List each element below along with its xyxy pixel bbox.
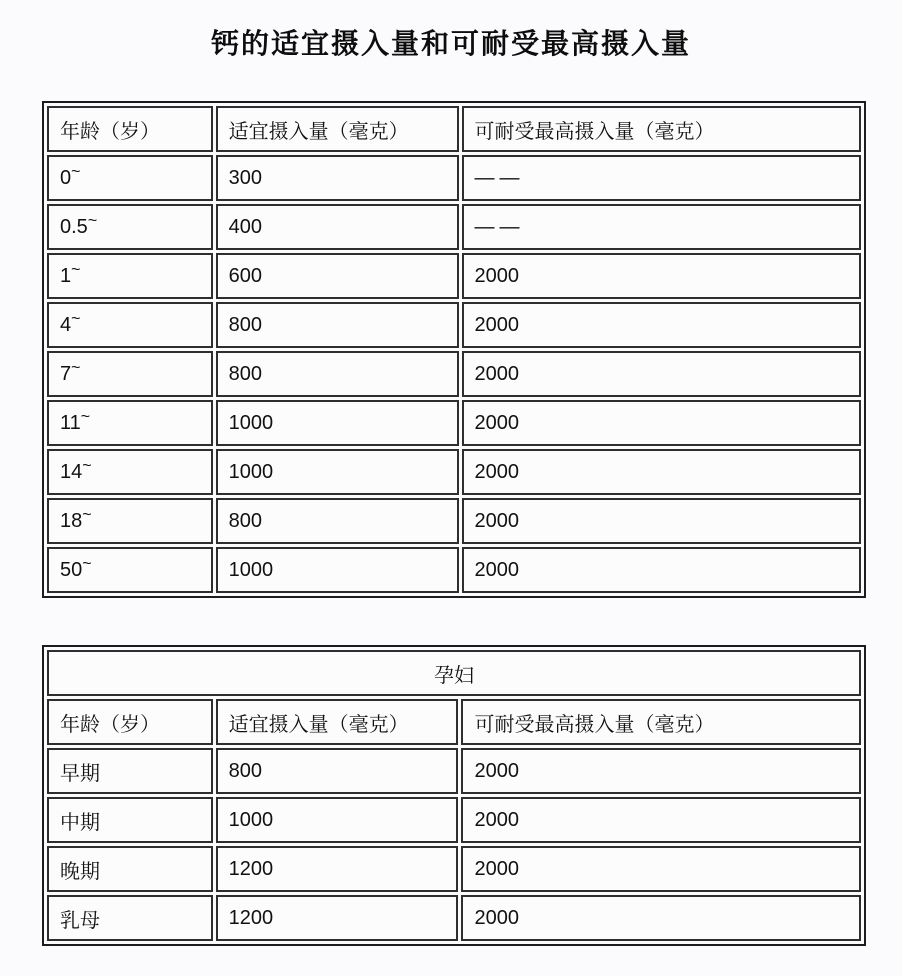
table-row [47, 895, 861, 941]
table-caption-row [47, 650, 861, 696]
table-row [47, 449, 861, 495]
tilde-suffix: ~ [80, 407, 91, 425]
tilde-suffix: ~ [82, 554, 92, 572]
header-cell-adequate-intake: 适宜摄入量（毫克） [216, 106, 459, 152]
upper-limit-cell: —— [462, 204, 862, 250]
upper-limit-cell: —— [462, 155, 862, 201]
upper-limit-cell: 2000 [462, 498, 862, 544]
table-header-row [47, 106, 861, 152]
age-cell: 晚期 [47, 846, 213, 892]
table-row [47, 253, 861, 299]
header-cell-adequate-intake: 适宜摄入量（毫克） [216, 699, 459, 745]
table-header-row [47, 699, 861, 745]
adequate-intake-cell: 800 [216, 351, 459, 397]
upper-limit-cell: 2000 [462, 547, 862, 593]
age-cell: 1~ [47, 253, 213, 299]
age-cell: 乳母 [47, 895, 213, 941]
adequate-intake-cell: 1200 [216, 895, 459, 941]
tilde-suffix: ~ [82, 456, 92, 474]
table-row [47, 204, 861, 250]
adequate-intake-cell: 600 [216, 253, 459, 299]
tilde-suffix: ~ [71, 260, 81, 278]
adequate-intake-cell: 1000 [216, 547, 459, 593]
age-cell: 中期 [47, 797, 213, 843]
adequate-intake-cell: 1000 [216, 797, 459, 843]
upper-limit-cell: 2000 [462, 351, 862, 397]
age-cell: 0~ [47, 155, 213, 201]
upper-limit-cell: 2000 [461, 797, 861, 843]
tilde-suffix: ~ [87, 211, 98, 229]
upper-limit-cell: 2000 [462, 449, 862, 495]
age-cell: 0.5~ [47, 204, 213, 250]
upper-limit-cell: 2000 [461, 748, 861, 794]
age-cell: 7~ [47, 351, 213, 397]
table-row [47, 846, 861, 892]
age-cell: 早期 [47, 748, 213, 794]
upper-limit-cell: 2000 [462, 302, 862, 348]
pregnancy-caption: 孕妇 [47, 650, 861, 696]
age-cell: 14~ [47, 449, 213, 495]
table-row [47, 547, 861, 593]
adequate-intake-cell: 1200 [216, 846, 459, 892]
tilde-suffix: ~ [71, 358, 81, 376]
adequate-intake-cell: 800 [216, 302, 459, 348]
header-cell-upper-limit: 可耐受最高摄入量（毫克） [462, 106, 862, 152]
upper-limit-cell: 2000 [462, 253, 862, 299]
page-title: 钙的适宜摄入量和可耐受最高摄入量 [210, 28, 691, 59]
adequate-intake-cell: 300 [216, 155, 459, 201]
tilde-suffix: ~ [82, 505, 92, 523]
header-cell-upper-limit: 可耐受最高摄入量（毫克） [461, 699, 861, 745]
header-cell-age: 年龄（岁） [47, 106, 213, 152]
adequate-intake-cell: 1000 [216, 400, 459, 446]
age-cell: 4~ [47, 302, 213, 348]
adequate-intake-cell: 800 [216, 748, 459, 794]
table-row [47, 302, 861, 348]
tilde-suffix: ~ [71, 162, 81, 180]
upper-limit-cell: 2000 [462, 400, 862, 446]
adequate-intake-cell: 400 [216, 204, 459, 250]
adequate-intake-cell: 1000 [216, 449, 459, 495]
header-cell-age: 年龄（岁） [47, 699, 213, 745]
adequate-intake-cell: 800 [216, 498, 459, 544]
table-row [47, 797, 861, 843]
upper-limit-cell: 2000 [461, 846, 861, 892]
age-cell: 50~ [47, 547, 213, 593]
table-row [47, 351, 861, 397]
table-row [47, 498, 861, 544]
upper-limit-cell: 2000 [461, 895, 861, 941]
table-row [47, 400, 861, 446]
table-row [47, 748, 861, 794]
age-cell: 18~ [47, 498, 213, 544]
table-row [47, 155, 861, 201]
pregnancy-intake-table [42, 645, 866, 946]
tilde-suffix: ~ [71, 309, 81, 327]
calcium-intake-table [42, 101, 866, 598]
age-cell: 11~ [47, 400, 213, 446]
